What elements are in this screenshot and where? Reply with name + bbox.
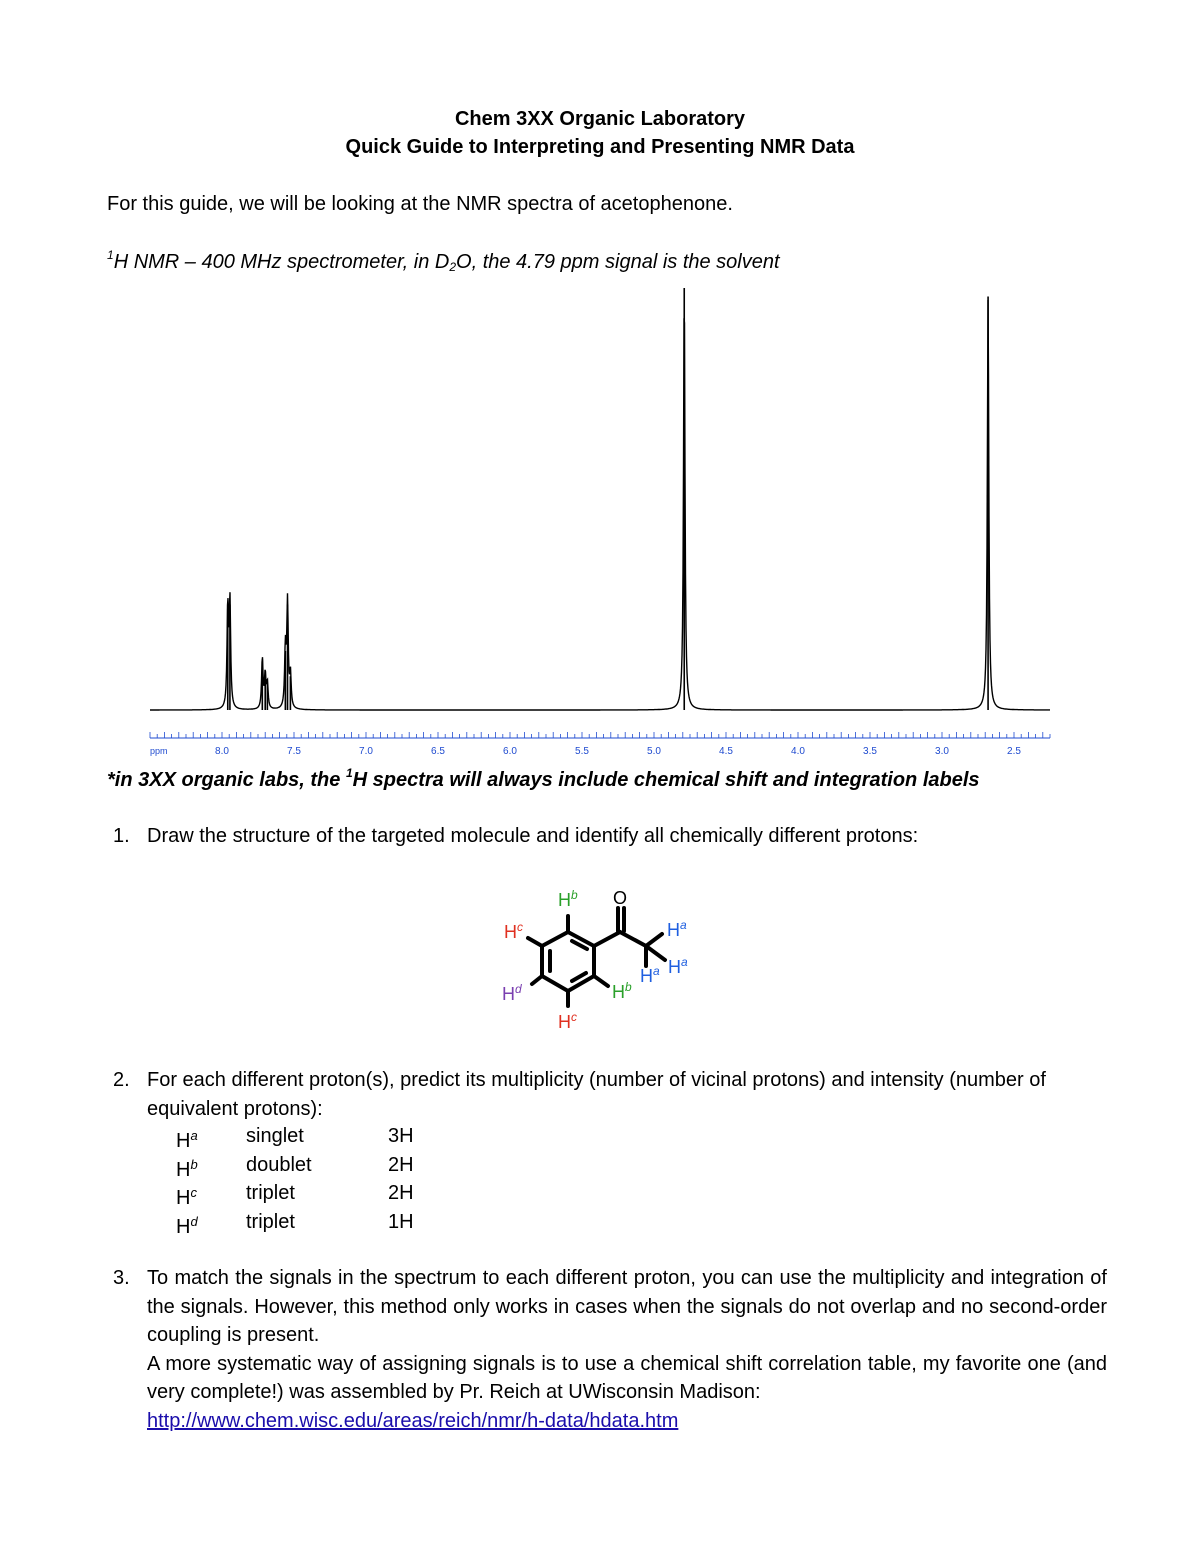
spectrum-title bbox=[107, 248, 780, 274]
oxygen-label: O bbox=[613, 888, 628, 908]
proton-d: $H^d$ bbox=[502, 982, 522, 1004]
proton-a-1: $H^a$ bbox=[667, 918, 687, 940]
tick-label: 4.5 bbox=[719, 746, 733, 757]
x-axis-label: ppm bbox=[150, 746, 168, 756]
document-title: Chem 3XX Organic Laboratory bbox=[454, 108, 746, 130]
proton-multiplicity: doublet bbox=[246, 1153, 312, 1176]
proton-intensity: 2H bbox=[388, 1182, 414, 1204]
proton-b-top: $H^b$ bbox=[558, 888, 578, 910]
proton-intensity: 1H bbox=[388, 1210, 414, 1233]
spectrum-title-post: O, the 4.79 ppm signal is the solvent bbox=[456, 251, 780, 273]
proton-a-2: $H^a$ bbox=[640, 964, 660, 986]
proton-multiplicity: triplet bbox=[246, 1182, 295, 1204]
question-2 bbox=[107, 1066, 1107, 1123]
intro-text: For this guide, we will be looking at the NMR spectra of acetophenone. bbox=[107, 193, 733, 215]
question-3-paragraph-2: A more systematic way of assigning signals is to use a chemical shift correlation table, my favorite one (and very complete!) was assembled by Pr. Reich at UWisconsin Madison: bbox=[147, 1352, 1107, 1403]
tick-label: 3.0 bbox=[935, 746, 949, 757]
peak-markers bbox=[228, 288, 988, 710]
acetophenone-structure bbox=[490, 878, 710, 1038]
document-subtitle: Quick Guide to Interpreting and Presenting NMR Data bbox=[345, 136, 855, 158]
proton-multiplicity: triplet bbox=[246, 1210, 295, 1233]
spectrum-title-pre: H NMR – 400 MHz spectrometer, in D bbox=[113, 251, 450, 273]
question-1 bbox=[107, 822, 918, 851]
tick-label: 2.5 bbox=[1007, 746, 1021, 757]
proton-a-3: $H^a$ bbox=[668, 955, 688, 977]
question-3 bbox=[107, 1264, 1107, 1435]
proton-c-left: $H^c$ bbox=[504, 920, 523, 942]
spectrum-trace bbox=[150, 300, 1050, 710]
question-1-text: Draw the structure of the targeted molecule and identify all chemically different protons: bbox=[147, 825, 919, 847]
proton-intensity: 3H bbox=[388, 1125, 414, 1147]
note-post: H spectra will always include chemical shift and integration labels bbox=[352, 769, 980, 791]
question-3-paragraph-1: To match the signals in the spectrum to each different proton, you can use the multiplicity and integration of the signals. However, this method only works in cases when the signals do not overlap and no second-order coupling is present. bbox=[147, 1267, 1107, 1346]
proton-b-bottom: $H^b$ bbox=[612, 980, 632, 1002]
tick-label: 3.5 bbox=[863, 746, 877, 757]
tick-label: 6.0 bbox=[503, 746, 517, 757]
proton-label: $H^a$ bbox=[176, 1128, 198, 1152]
reich-table-link[interactable]: http://www.chem.wisc.edu/areas/reich/nmr/h-data/hdata.htm bbox=[147, 1409, 679, 1432]
spectrum-title-sup: 1 bbox=[107, 248, 114, 262]
proton-label: $H^c$ bbox=[176, 1185, 197, 1209]
spectrum-title-sub: 2 bbox=[449, 260, 457, 274]
question-2-text: For each different proton(s), predict its multiplicity (number of vicinal protons) and intensity (number of equivalent protons): bbox=[147, 1069, 1046, 1120]
nmr-spectrum-chart bbox=[140, 280, 1060, 760]
tick-label: 7.5 bbox=[287, 746, 301, 757]
tick-label: 4.0 bbox=[791, 746, 805, 757]
tick-label: 8.0 bbox=[215, 746, 229, 757]
spectra-note bbox=[107, 766, 980, 792]
question-3-number: 3. bbox=[113, 1267, 130, 1289]
proton-multiplicity: singlet bbox=[246, 1125, 304, 1147]
proton-intensity: 2H bbox=[388, 1153, 414, 1176]
tick-label: 6.5 bbox=[431, 746, 445, 757]
ppm-axis bbox=[150, 732, 1050, 757]
proton-label: $H^d$ bbox=[176, 1213, 198, 1238]
question-3-text bbox=[147, 1264, 1107, 1435]
molecule-bonds bbox=[528, 908, 665, 1006]
proton-label: $H^b$ bbox=[176, 1156, 198, 1181]
tick-label: 5.0 bbox=[647, 746, 661, 757]
proton-c-bottom: $H^c$ bbox=[558, 1010, 577, 1032]
tick-label: 5.5 bbox=[575, 746, 589, 757]
note-pre: *in 3XX organic labs, the bbox=[107, 769, 346, 791]
note-sup: 1 bbox=[345, 766, 353, 780]
tick-label: 7.0 bbox=[359, 746, 373, 757]
question-1-number: 1. bbox=[113, 825, 130, 847]
question-2-number: 2. bbox=[113, 1069, 130, 1091]
